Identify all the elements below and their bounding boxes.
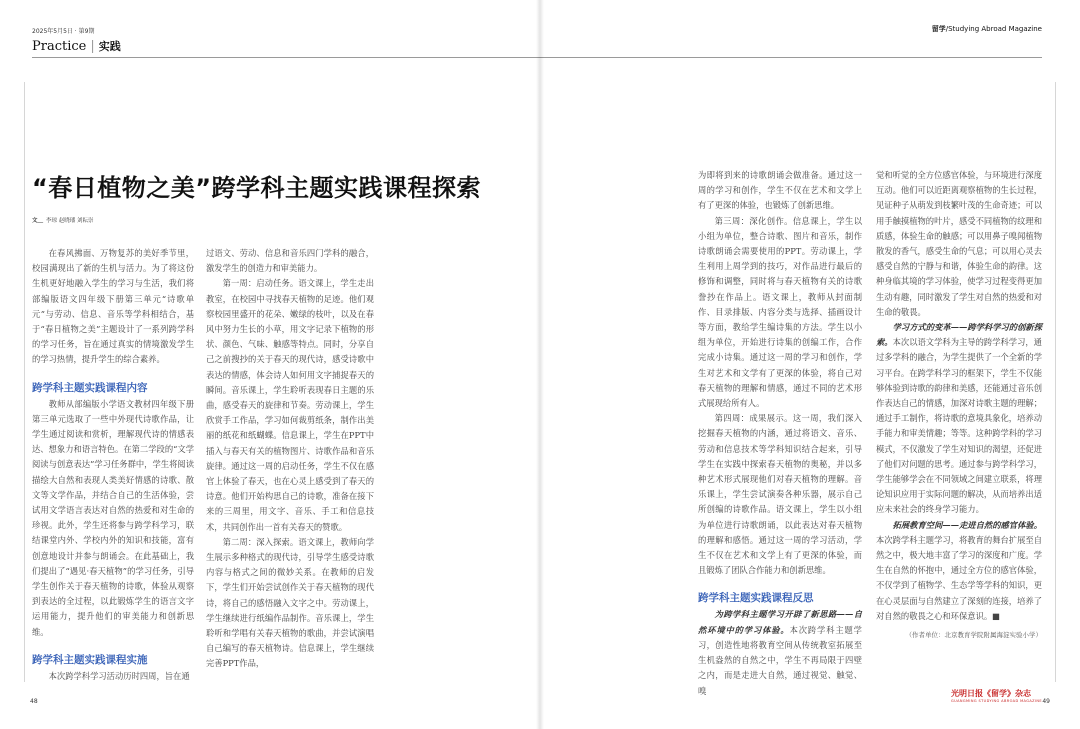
magazine-logo: 留学 bbox=[931, 25, 946, 33]
article-title: “春日植物之美”跨学科主题实践课程探索 bbox=[32, 174, 482, 202]
section-label bbox=[32, 38, 121, 54]
footer-magazine-logo bbox=[951, 688, 1042, 703]
paragraph: 本次跨学科学习活动历时四周，旨在通 bbox=[48, 670, 190, 681]
page-edge-line bbox=[24, 82, 25, 682]
section-label-cn: 实践 bbox=[98, 40, 121, 53]
article-byline bbox=[32, 216, 94, 224]
paragraph: 第四周：成果展示。这一周，我们深入挖掘春天植物的内涵，通过将语文、音乐、劳动和信息技术等学科知识结合起来，引导学生在实践中探索春天植物的奥秘，并以多种艺术形式展现他们对春天植物的理解。音乐课上，学生尝试演奏各种乐器，展示自己所创编的诗歌作品。语文课上，学生以小组为单位进行诗歌朗诵，以此表达对春天植物的理解和感悟。通过这一周的学习活动，学生不仅在艺术和文学上有了更深的体验，而且锻炼了团队合作能力和创新思维。 bbox=[698, 413, 862, 576]
section-heading-reflection: 跨学科主题实践课程反思 bbox=[698, 592, 814, 605]
paragraph bbox=[698, 607, 862, 698]
header-rule bbox=[32, 57, 540, 58]
lead-body: 本次以语文学科为主导的跨学科学习，通过多学科的融合，为学生提供了一个全新的学习平台。在跨学科学习的框架下，学生不仅能够体验到诗歌的韵律和美感，还能通过音乐创作表达自己的情感，加深对诗歌主题的理解；通过手工制作，将诗歌的意境具象化，培养动手能力和审美情趣；等等。这种跨学科的学习模式，不仅激发了学生对知识的渴望，还促进了他们对问题的思考。通过参与跨学科学习，学生能够学会在不同领域之间建立联系，将理论知识应用于实际问题的解决，从而培养出适应未来社会的终身学习能力。 bbox=[876, 337, 1042, 515]
section-label-en: Practice bbox=[32, 39, 87, 54]
lead-body: 本次跨学科主题学习，将教育的舞台扩展至自然之中，极大地丰富了学习的深度和广度。学生在自然的怀抱中，通过全方位的感官体验，不仅学到了植物学、生态学等学科的知识，更在心灵层面与自然建立了深刻的连接，培养了对自然的敬畏之心和环保意识。 bbox=[876, 534, 1042, 621]
lead-heading: 学习方式的变革——跨学科学习的创新探索。 bbox=[876, 322, 1042, 348]
author-affiliation: （作者单位：北京教育学院附属海淀实验小学） bbox=[905, 631, 1042, 640]
paragraph: 过语文、劳动、信息和音乐四门学科的融合，激发学生的创造力和审美能力。 bbox=[206, 248, 374, 274]
footer-logo-text: 光明日报《留学》杂志 bbox=[951, 689, 1032, 698]
right-column-2 bbox=[876, 168, 1042, 688]
paragraph: 为即将到来的诗歌朗诵会做准备。通过这一周的学习和创作，学生不仅在艺术和文学上有了更深的体验，也锻炼了创新思维。 bbox=[698, 170, 862, 211]
paragraph bbox=[876, 320, 1042, 518]
section-divider: | bbox=[90, 39, 95, 54]
paragraph: 在春风拂面、万物复苏的美好季节里，校园满现出了新的生机与活力。为了将这份生机更好地融入学生的学习与生活，我们将部编版语文四年级下册第三单元“诗歌单元”与劳动、信息、音乐等学科相结合，基于“春日植物之美”主题设计了一系列跨学科的学习任务，旨在通过真实的情境激发学生的学习热情，提升学生的综合素养。 bbox=[32, 248, 194, 365]
paragraph: 教师从部编版小学语文教材四年级下册第三单元选取了一些中外现代诗歌作品，让学生通过阅读和赏析，理解现代诗的情感表达、想象力和语言特色。在第二学段的“文学阅读与创意表达”学习任务群中，学生将阅读描绘大自然和表现人类美好情感的诗歌、散文等文学作品，并结合自己的生活体验，尝试用文学语言表达对自然的热爱和对生命的珍视。此外，学生还将参与跨学科学习，联结课堂内外、学校内外的知识和技能，富有创意地设计并参与朗诵会。在此基础上，我们提出了“遇见·春天植物”的学习任务，引导学生创作关于春天植物的诗歌，体验从观察到表达的全过程，以此锻炼学生的语言文字运用能力，提升他们的审美能力和创新思维。 bbox=[32, 398, 194, 637]
paragraph: 第一周：启动任务。语文课上，学生走出教室，在校园中寻找春天植物的足迹。他们观察校园里盛开的花朵、嫩绿的枝叶，以及在春风中努力生长的小草，用文字记录下植物的形状、颜色、气味、触感等特点。同时，分享自己之前搜抄的关于春天的现代诗，感受诗歌中表达的情感，体会诗人如何用文字捕捉春天的瞬间。音乐课上，学生聆听表现春日主题的乐曲，感受春天的旋律和节奏。劳动课上，学生欣赏手工作品，学习如何裁剪纸条，制作出美丽的纸花和纸蝴蝶。信息课上，学生在PPT中插入与春天有关的植物图片、诗歌作品和音乐旋律。通过这一周的启动任务，学生不仅在感官上体验了春天，也在心灵上感受到了春天的诗意。他们开始构思自己的诗歌，准备在接下来的三周里，用文字、音乐、手工和信息技术，共同创作出一首有关春天的赞歌。 bbox=[206, 278, 374, 532]
paragraph: 觉和听觉的全方位感官体验，与环境进行深度互动。他们可以近距离观察植物的生长过程，见证种子从萌发到枝繁叶茂的生命奇迹；可以用手触摸植物的叶片，感受不同植物的纹理和质感，体验生命的触感；可以用鼻子嗅闻植物散发的香气，感受生命的气息；可以用心灵去感受自然的宁静与和谐，体验生命的韵律。这种身临其境的学习体验，使学习过程变得更加生动有趣，同时激发了学生对自然的热爱和对生命的敬畏。 bbox=[876, 170, 1042, 317]
page-edge-line bbox=[1055, 82, 1056, 682]
end-mark-icon: ■ bbox=[992, 610, 1001, 621]
left-column-2 bbox=[206, 246, 374, 686]
paragraph bbox=[876, 518, 1042, 624]
right-column-1 bbox=[698, 168, 862, 696]
byline-authors: 李琼 赵晓璠 刘耘崇 bbox=[46, 218, 94, 224]
right-page bbox=[540, 0, 1080, 729]
header-rule bbox=[540, 57, 1042, 58]
header-date: 2025年5月5日 · 第9期 bbox=[32, 28, 95, 35]
lead-heading: 拓展教育空间——走进自然的感官体验。 bbox=[892, 519, 1042, 530]
byline-prefix: 文＿ bbox=[32, 218, 44, 224]
page-number-left: 48 bbox=[30, 698, 38, 705]
lead-heading: 为跨学科主题学习开辟了新思路——自然环境中的学习体验。 bbox=[698, 609, 862, 635]
page-number-right: 49 bbox=[1042, 698, 1050, 705]
left-column-1 bbox=[32, 246, 194, 686]
section-heading-implementation: 跨学科主题实践课程实施 bbox=[32, 653, 148, 666]
footer-logo-subtitle: GUANGMING STUDYING ABROAD MAGAZINE bbox=[951, 699, 1042, 703]
paragraph: 第二周：深入探索。语文课上，教师向学生展示多种格式的现代诗，引导学生感受诗歌内容与格式之间的微妙关系。在教师的启发下，学生们开始尝试创作关于春天植物的现代诗，将自己的感悟融入文字之中。劳动课上，学生继续进行纸编作品制作。音乐课上，学生聆听和学唱有关春天植物的歌曲，并尝试演唱自己编写的春天植物诗。信息课上，学生继续完善PPT作品， bbox=[206, 536, 374, 669]
paragraph: 第三周：深化创作。信息课上，学生以小组为单位，整合诗歌、图片和音乐，制作诗歌朗诵会需要使用的PPT。劳动课上，学生利用上周学到的技巧，对作品进行最后的修饰和调整，同时将与春天植物有关的诗歌誊抄在作品上。语文课上，教师从封面制作、目录排版、内容分类与选择、插画设计等方面，教给学生编诗集的方法。学生以小组为单位，开始进行诗集的创编工作，合作完成小诗集。通过这一周的学习和创作，学生对艺术和文学有了更深的体验，将自己对春天植物的理解和情感，通过不同的艺术形式展现给所有人。 bbox=[698, 215, 862, 409]
magazine-name: /Studying Abroad Magazine bbox=[945, 25, 1042, 33]
magazine-header bbox=[932, 24, 1042, 34]
section-heading-content: 跨学科主题实践课程内容 bbox=[32, 381, 148, 394]
lead-body: 本次跨学科主题学习，创造性地将教育空间从传统教室拓展至生机盎然的自然之中，学生不再局限于四壁之内，而是走进大自然，通过视觉、触觉、嗅 bbox=[698, 624, 862, 696]
spread-gutter bbox=[536, 0, 544, 729]
